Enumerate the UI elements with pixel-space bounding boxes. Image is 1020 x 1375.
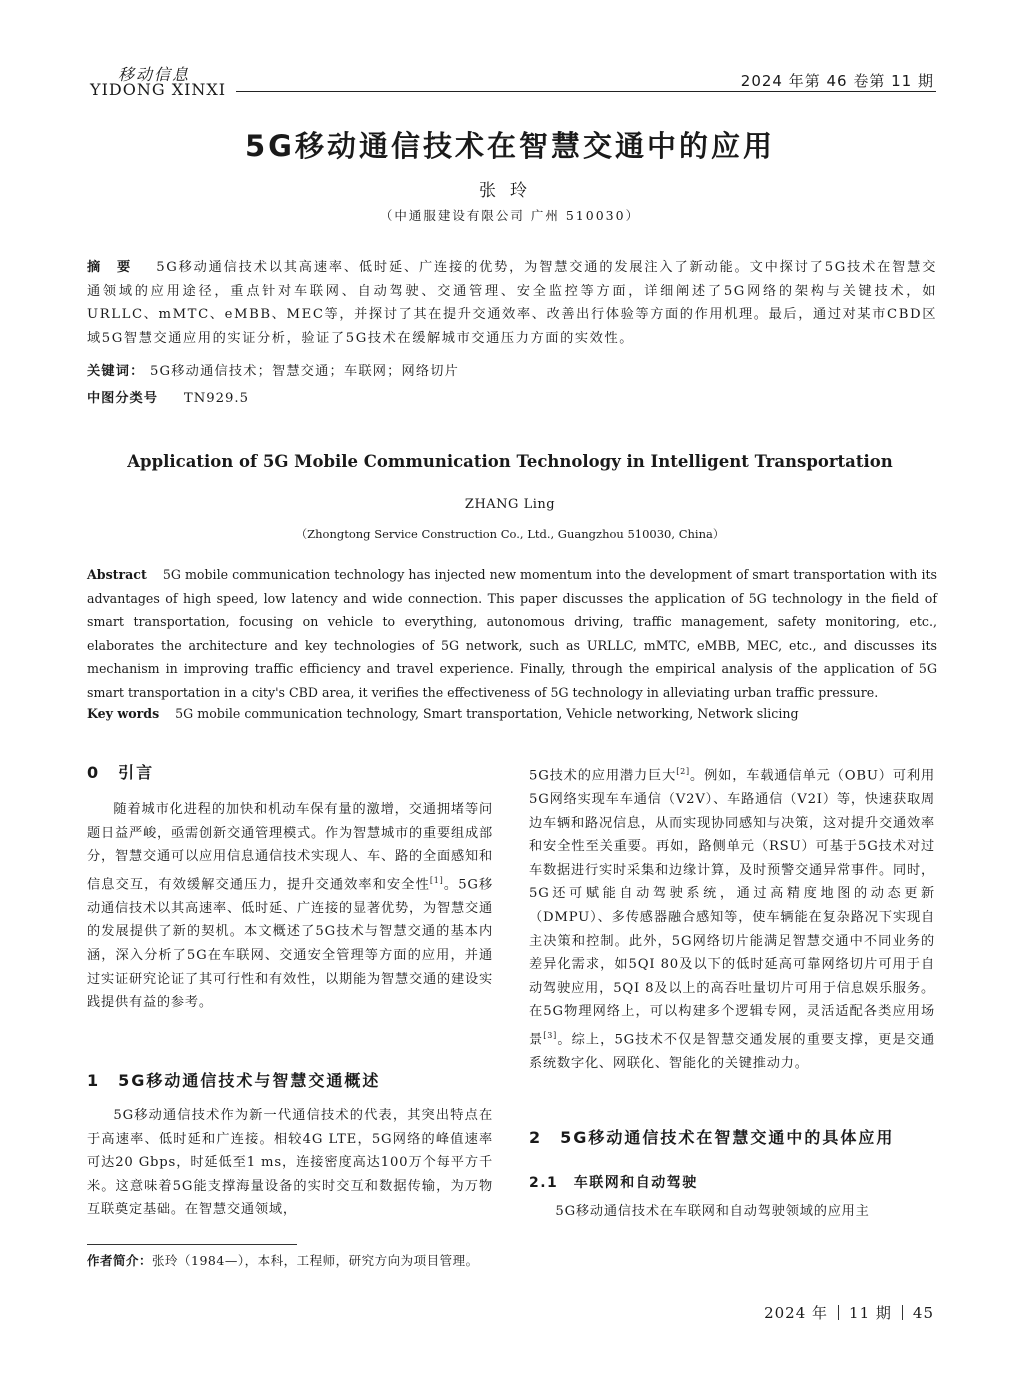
abstract-en — [87, 563, 937, 704]
citation-2: [2] — [676, 767, 690, 776]
classification-code: TN929.5 — [183, 391, 249, 406]
section-1-heading: 1 5G移动通信技术与智慧交通概述 — [87, 1071, 381, 1090]
author-name: 张玲 — [479, 181, 541, 201]
right-column-body — [529, 760, 935, 1076]
section-0-heading: 0 引言 — [87, 763, 155, 782]
keywords-cn-text: 5G移动通信技术；智慧交通；车联网；网络切片 — [149, 364, 460, 379]
abstract-cn — [87, 256, 937, 350]
english-author: ZHANG Ling — [464, 497, 556, 512]
keywords-en-text: 5G mobile communication technology, Smart transportation, Vehicle networking, Network slicing — [175, 706, 799, 721]
footer-year: 2024 年 — [764, 1304, 829, 1322]
section-0-paragraph — [87, 798, 493, 1015]
classification-label: 中图分类号 — [87, 391, 158, 406]
abstract-cn-label: 摘 要 — [87, 260, 133, 275]
footnote-rule — [87, 1244, 297, 1245]
author-footnote — [87, 1251, 479, 1269]
section-2-1-paragraph: 5G移动通信技术在车联网和自动驾驶领域的应用主 — [555, 1204, 870, 1219]
paper-title: 5G移动通信技术在智慧交通中的应用 — [245, 129, 775, 163]
issue-info: 2024 年第 46 卷第 11 期 — [740, 72, 934, 90]
page-number: 45 — [912, 1304, 934, 1322]
footnote-label: 作者简介： — [87, 1253, 153, 1268]
english-affiliation: （Zhongtong Service Construction Co., Ltd., Guangzhou 510030, China） — [295, 527, 725, 541]
footer-separator — [838, 1305, 839, 1320]
keywords-cn-label: 关键词： — [87, 364, 145, 379]
keywords-cn — [87, 360, 937, 379]
classification — [87, 387, 937, 406]
section-1-paragraph-cont — [529, 760, 935, 1076]
footnote-text: 张玲（1984—），本科，工程师，研究方向为项目管理。 — [152, 1253, 479, 1268]
section-1-text-a: 5G技术的应用潜力巨大 — [529, 768, 677, 784]
keywords-en — [87, 706, 937, 721]
abstract-en-text: 5G mobile communication technology has injected new momentum into the development of smart transportation with its advantages of high speed, low latency and wide connection. This paper discusses the application of 5G technology in the field of smart transportation, focusing on vehicle to everything, autonomous driving, traffic management, safety monitoring, etc., elaborates the architecture and key technologies of 5G network, such as URLLC, mMTC, eMBB, MEC, etc., and discusses its mechanism in improving traffic efficiency and travel experience. Finally, through the empirical analysis of the application of 5G smart transportation in a city's CBD area, it verifies the effectiveness of 5G technology in alleviating urban traffic pressure. — [87, 567, 937, 700]
affiliation: （中通服建设有限公司 广州 510030） — [379, 208, 641, 223]
section-0-text-a: 随着城市化进程的加快和机动车保有量的激增，交通拥堵等问题日益严峻，亟需创新交通管理模式。作为智慧城市的重要组成部分，智慧交通可以应用信息通信技术实现人、车、路的全面感知和信息交互，有效缓解交通压力，提升交通效率和安全性 — [87, 802, 493, 893]
section-1-text-b: 。例如，车载通信单元（OBU）可利用5G网络实现车车通信（V2V）、车路通信（V2I）等，快速获取周边车辆和路况信息，从而实现协同感知与决策，这对提升交通效率和安全性至关重要。再如，路侧单元（RSU）可基于5G技术对过车数据进行实时采集和边缘计算，及时预警交通异常事件。同时，5G还可赋能自动驾驶系统，通过高精度地图的动态更新（DMPU）、多传感器融合感知等，使车辆能在复杂路况下实现自主决策和控制。此外，5G网络切片能满足智慧交通中不同业务的差异化需求，如5QI 80及以下的低时延高可靠网络切片可用于自动驾驶应用，5QI 8及以上的高吞吐量切片可用于信息娱乐服务。在5G物理网络上，可以构建多个逻辑专网，灵活适配各类应用场景 — [529, 768, 935, 1048]
section-1-body — [87, 1104, 493, 1222]
page-footer — [764, 1302, 934, 1323]
keywords-en-label: Key words — [87, 706, 160, 721]
section-1-text-c: 。综上，5G技术不仅是智慧交通发展的重要支撑，更是交通系统数字化、网联化、智能化的关键推动力。 — [529, 1032, 935, 1071]
section-0-text-b: 。5G移动通信技术以其高速率、低时延、广连接的显著优势，为智慧交通的发展提供了新的契机。本文概述了5G技术与智慧交通的基本内涵，深入分析了5G在车联网、交通安全管理等方面的应用，并通过实证研究论证了其可行性和有效性，以期能为智慧交通的建设实践提供有益的参考。 — [87, 877, 494, 1011]
abstract-cn-text: 5G移动通信技术以其高速率、低时延、广连接的优势，为智慧交通的发展注入了新动能。文中探讨了5G技术在智慧交通领域的应用途径，重点针对车联网、自动驾驶、交通管理、安全监控等方面，详细阐述了5G网络的架构与关键技术，如URLLC、mMTC、eMBB、MEC等，并探讨了其在提升交通效率、改善出行体验等方面的作用机理。最后，通过对某市CBD区域5G智慧交通应用的实证分析，验证了5G技术在缓解城市交通压力方面的实效性。 — [87, 260, 937, 346]
abstract-en-label: Abstract — [87, 567, 147, 582]
footer-issue: 11 期 — [849, 1304, 892, 1322]
footer-separator — [902, 1305, 903, 1320]
section-2-1-heading: 2.1 车联网和自动驾驶 — [529, 1175, 698, 1191]
header-rule — [236, 91, 936, 92]
citation-1: [1] — [429, 875, 444, 885]
section-0-body — [87, 798, 493, 1015]
journal-logo-cn: 移动信息 — [118, 65, 191, 84]
english-title: Application of 5G Mobile Communication Technology in Intelligent Transportation — [127, 452, 893, 471]
section-2-heading: 2 5G移动通信技术在智慧交通中的具体应用 — [529, 1128, 895, 1147]
section-1-paragraph: 5G移动通信技术作为新一代通信技术的代表，其突出特点在于高速率、低时延和广连接。相较4G LTE，5G网络的峰值速率可达20 Gbps，时延低至1 ms，连接密度高达100万个每平方千米。这意味着5G能支撑海量设备的实时交互和数据传输，为万物互联奠定基础。在智慧交通领域， — [87, 1108, 493, 1218]
section-2-1-body — [529, 1200, 935, 1224]
citation-3: [3] — [543, 1030, 558, 1040]
journal-logo-en: YIDONG XINXI — [90, 80, 227, 99]
